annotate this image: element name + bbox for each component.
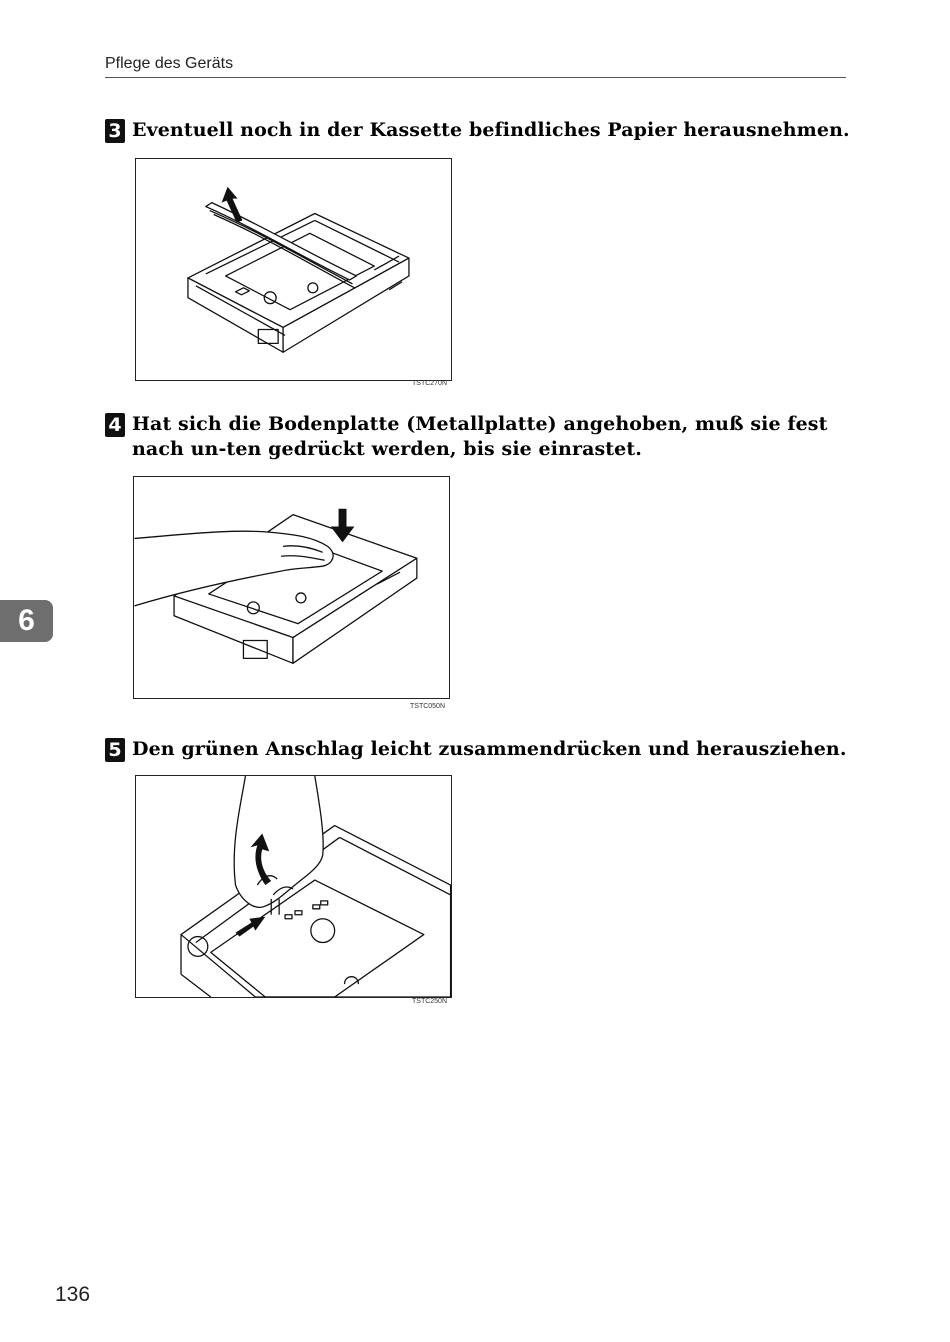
stopper-illustration [136,776,451,997]
figure-code: TSTC050N [410,703,446,710]
chapter-tab: 6 [0,600,53,642]
figure-press-plate [133,476,450,699]
paper-tray-illustration [136,159,451,380]
step-instruction: Eventuell noch in der Kassette befindliches Papier herausnehmen. [132,119,850,141]
running-header: Pflege des Geräts [105,55,234,72]
press-plate-illustration [134,477,449,698]
figure-code: TSTC250N [412,998,448,1005]
step-number-badge: 3 [105,119,125,143]
header-rule [105,77,846,78]
page-number: 136 [55,1283,91,1306]
figure-code: TSTC270N [412,380,448,387]
figure-remove-stopper [135,775,452,998]
step-instruction: Den grünen Anschlag leicht zusammendrücken und herausziehen. [132,738,847,760]
step-number-badge: 5 [105,738,125,762]
step-5 [105,737,850,762]
step-instruction: Hat sich die Bodenplatte (Metallplatte) angehoben, muß sie fest nach un-ten gedrückt werden, bis sie einrastet. [132,413,828,460]
step-number-badge: 4 [105,413,125,437]
step-3 [105,118,850,143]
step-4 [105,412,850,462]
figure-remove-paper [135,158,452,381]
